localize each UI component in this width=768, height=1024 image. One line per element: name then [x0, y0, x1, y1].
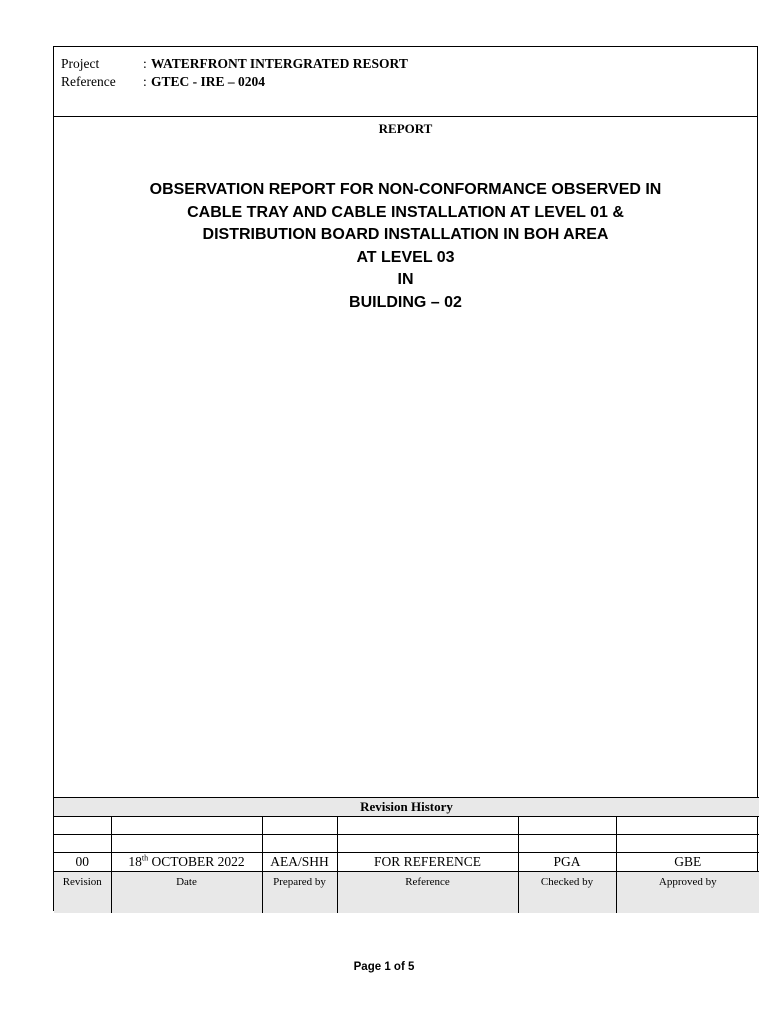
document-frame [53, 46, 758, 911]
table-row [54, 853, 759, 872]
table-cell [616, 817, 759, 835]
reference-column-label: Reference [337, 872, 518, 913]
table-cell [616, 835, 759, 853]
project-label: Project [61, 56, 100, 71]
date-day: 18 [128, 854, 142, 869]
date-column-label: Date [111, 872, 262, 913]
report-title [54, 179, 757, 314]
prepared-by-column-label: Prepared by [262, 872, 337, 913]
project-value: WATERFRONT INTERGRATED RESORT [151, 56, 408, 71]
table-cell [518, 835, 616, 853]
approved-by-value: GBE [616, 853, 759, 872]
revision-history-title: Revision History [54, 798, 759, 817]
title-line: CABLE TRAY AND CABLE INSTALLATION AT LEVEL 01 & [187, 203, 624, 221]
reference-label: Reference [61, 74, 116, 89]
revision-date [111, 853, 262, 872]
reference-row [61, 74, 265, 90]
title-line: AT LEVEL 03 [356, 248, 455, 266]
revision-column-label: Revision [54, 872, 111, 913]
title-line: IN [397, 271, 414, 288]
table-cell [518, 817, 616, 835]
table-cell [262, 835, 337, 853]
checked-by-value: PGA [518, 853, 616, 872]
revision-history-table [54, 797, 759, 913]
document-header [54, 47, 757, 117]
table-cell [337, 817, 518, 835]
table-row [54, 817, 759, 835]
checked-by-column-label: Checked by [518, 872, 616, 913]
table-cell [54, 817, 111, 835]
page-number: Page 1 of 5 [353, 961, 415, 973]
reference-value-cell: FOR REFERENCE [337, 853, 518, 872]
table-cell [111, 817, 262, 835]
table-row [54, 835, 759, 853]
title-line: BUILDING – 02 [349, 293, 462, 311]
table-cell [337, 835, 518, 853]
project-separator: : [143, 56, 147, 71]
title-line: DISTRIBUTION BOARD INSTALLATION IN BOH AREA [202, 226, 609, 243]
title-line: OBSERVATION REPORT FOR NON-CONFORMANCE OBSERVED IN [149, 181, 662, 198]
revision-history-title-row [54, 798, 759, 817]
reference-value: GTEC - IRE – 0204 [151, 74, 266, 89]
prepared-by-value: AEA/SHH [262, 853, 337, 872]
revision-number: 00 [54, 853, 111, 872]
table-cell [262, 817, 337, 835]
approved-by-column-label: Approved by [616, 872, 759, 913]
project-row [61, 56, 408, 72]
report-label: REPORT [378, 121, 433, 136]
date-rest: OCTOBER 2022 [148, 854, 245, 869]
table-cell [54, 835, 111, 853]
table-cell [111, 835, 262, 853]
reference-separator: : [143, 74, 147, 89]
table-label-row [54, 872, 759, 913]
date-suffix: th [141, 853, 149, 863]
